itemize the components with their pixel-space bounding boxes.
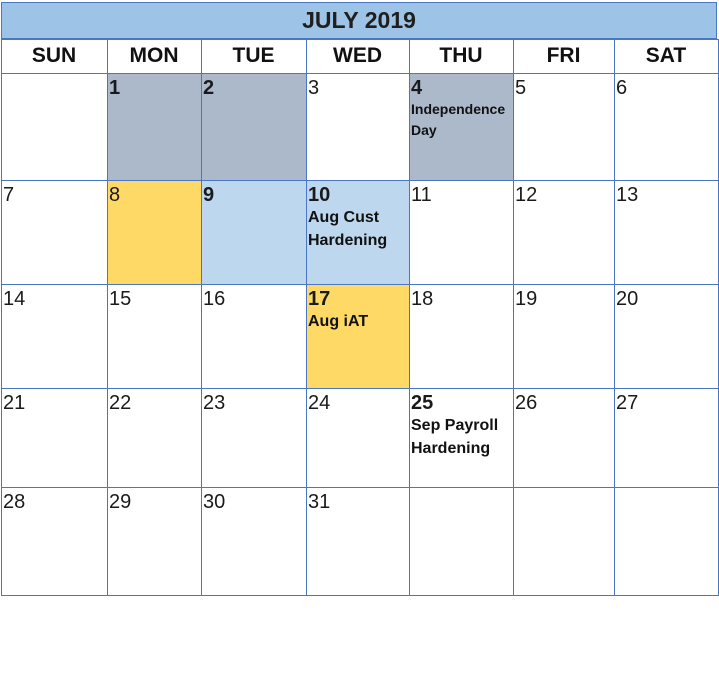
day-cell-12[interactable] (513, 180, 614, 284)
day-cell-20[interactable] (614, 284, 718, 388)
day-cell-13[interactable] (614, 180, 718, 284)
grid-line (513, 39, 514, 596)
day-cell-7[interactable] (1, 180, 107, 284)
event-label: Independence Day (411, 101, 506, 138)
weekday-header-mon: MON (129, 44, 179, 67)
weekday-header-tue: TUE (232, 44, 275, 67)
grid-line (107, 39, 108, 596)
day-number: 29 (109, 491, 132, 513)
day-cell-24[interactable] (306, 388, 409, 487)
day-number: 20 (616, 288, 639, 310)
grid-line (1, 73, 719, 74)
weekday-header-sun: SUN (31, 44, 77, 67)
day-cell-8[interactable] (107, 180, 201, 284)
day-cell-empty[interactable] (513, 487, 614, 595)
calendar-title: JULY 2019 (1, 2, 717, 39)
day-number: 24 (308, 392, 331, 414)
day-cell-15[interactable] (107, 284, 201, 388)
day-number: 7 (3, 184, 15, 206)
day-cell-23[interactable] (201, 388, 306, 487)
grid-line (1, 595, 719, 596)
day-cell-25[interactable] (409, 388, 513, 487)
day-number: 19 (515, 288, 538, 310)
day-cell-4[interactable] (409, 73, 513, 180)
day-number: 13 (616, 184, 639, 206)
calendar-grid (0, 1, 719, 596)
grid-line (1, 39, 719, 40)
day-cell-3[interactable] (306, 73, 409, 180)
event-label: Aug iAT (308, 313, 369, 330)
event-label: Sep Payroll Hardening (411, 417, 499, 457)
day-number: 3 (308, 77, 320, 99)
day-cell-19[interactable] (513, 284, 614, 388)
day-number: 2 (203, 77, 215, 99)
grid-line (306, 39, 307, 596)
day-cell-1[interactable] (107, 73, 201, 180)
day-number: 27 (616, 392, 639, 414)
day-cell-9[interactable] (201, 180, 306, 284)
day-number: 22 (109, 392, 132, 414)
day-number: 23 (203, 392, 226, 414)
day-number: 21 (3, 392, 26, 414)
day-cell-2[interactable] (201, 73, 306, 180)
day-number: 9 (203, 184, 215, 206)
day-cell-22[interactable] (107, 388, 201, 487)
day-number: 8 (109, 184, 121, 206)
day-cell-29[interactable] (107, 487, 201, 595)
day-cell-30[interactable] (201, 487, 306, 595)
day-number: 31 (308, 491, 331, 513)
weekday-header-thu: THU (439, 44, 483, 67)
day-number: 17 (308, 288, 331, 310)
day-number: 10 (308, 184, 331, 206)
day-cell-26[interactable] (513, 388, 614, 487)
grid-line (1, 487, 719, 488)
day-number: 5 (515, 77, 527, 99)
grid-line (1, 39, 2, 596)
day-cell-16[interactable] (201, 284, 306, 388)
day-number: 30 (203, 491, 226, 513)
day-cell-18[interactable] (409, 284, 513, 388)
day-cell-14[interactable] (1, 284, 107, 388)
day-number: 15 (109, 288, 132, 310)
day-number: 1 (109, 77, 121, 99)
calendar (0, 1, 719, 596)
day-cell-11[interactable] (409, 180, 513, 284)
grid-line (201, 39, 202, 596)
day-number: 6 (616, 77, 628, 99)
event-label: Aug Cust Hardening (308, 209, 388, 249)
day-cell-28[interactable] (1, 487, 107, 595)
grid-line (409, 39, 410, 596)
day-cell-27[interactable] (614, 388, 718, 487)
weekday-header-fri: FRI (546, 44, 581, 67)
weekday-header-sat: SAT (645, 44, 687, 67)
day-cell-17[interactable] (306, 284, 409, 388)
grid-line (1, 388, 719, 389)
day-cell-empty[interactable] (409, 487, 513, 595)
day-cell-10[interactable] (306, 180, 409, 284)
day-number: 4 (411, 77, 423, 99)
day-cell-empty[interactable] (614, 487, 718, 595)
day-cell-31[interactable] (306, 487, 409, 595)
day-cell-21[interactable] (1, 388, 107, 487)
day-number: 18 (411, 288, 434, 310)
grid-line (1, 284, 719, 285)
day-number: 11 (411, 184, 432, 206)
day-number: 14 (3, 288, 26, 310)
day-cell-6[interactable] (614, 73, 718, 180)
day-number: 28 (3, 491, 26, 513)
grid-line (614, 39, 615, 596)
day-cell-5[interactable] (513, 73, 614, 180)
day-number: 12 (515, 184, 538, 206)
day-cell-empty[interactable] (1, 73, 107, 180)
day-number: 25 (411, 392, 434, 414)
grid-line (1, 180, 719, 181)
weekday-header-wed: WED (333, 44, 382, 67)
day-number: 16 (203, 288, 226, 310)
day-number: 26 (515, 392, 538, 414)
